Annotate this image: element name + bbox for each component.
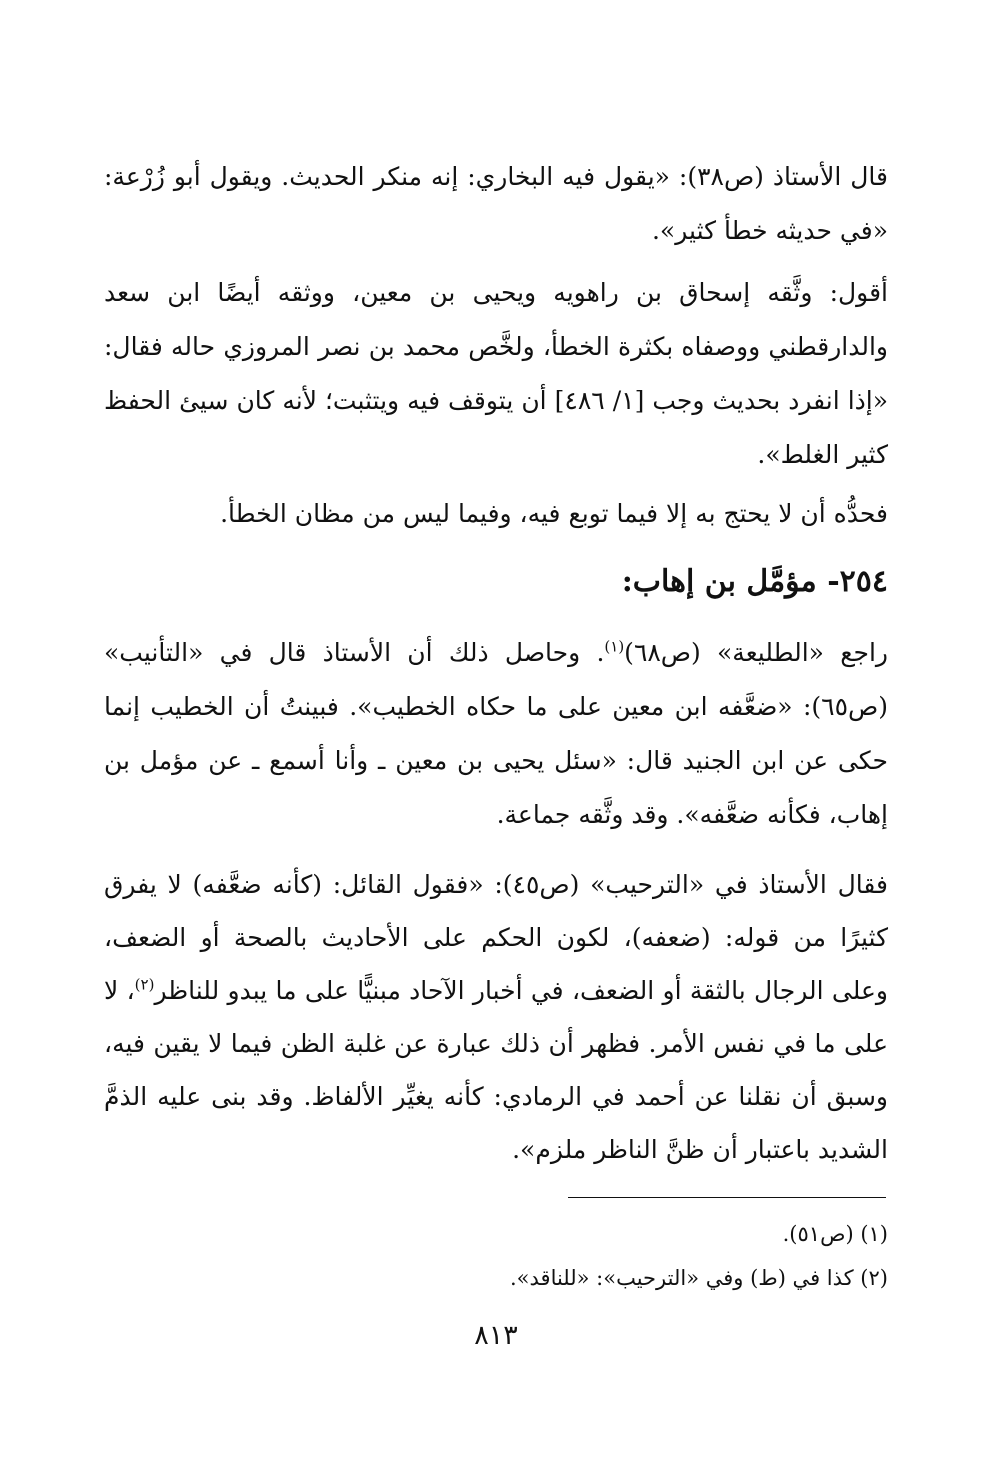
paragraph-conclusion: فحدُّه أن لا يحتج به إلا فيما توبع فيه، وفيما ليس من مظان الخطأ. <box>220 499 888 528</box>
paragraph-tarheeb-quote <box>104 858 888 1176</box>
footnote-1: (١) (ص٥١). <box>782 1222 888 1246</box>
paragraph-text: ، لا على ما في نفس الأمر. فظهر أن ذلك عبارة عن غلبة الظن فيما لا يقين فيه، وسبق أن نقلنا عن أحمد في الرمادي: كأنه يغيِّر الألفاظ. وقد بنى عليه الذمَّ الشديد باعتبار أن ظنَّ الناظر ملزم». <box>104 976 888 1164</box>
paragraph-text: . وحاصل ذلك أن الأستاذ قال في «التأنيب» (ص٦٥): «ضعَّفه ابن معين على ما حكاه الخطيب». فبينتُ أن الخطيب إنما حكى عن ابن الجنيد قال: «سئل يحيى بن معين ـ وأنا أسمع ـ عن مؤمل بن إهاب، فكأنه ضعَّفه». وقد وثَّقه جماعة. <box>104 638 888 829</box>
paragraph-author-reply: أقول: وثَّقه إسحاق بن راهويه ويحيى بن معين، ووثقه أيضًا ابن سعد والدارقطني ووصفاه بكثرة الخطأ، ولخَّص محمد بن نصر المروزي حاله فقال: «إذا انفرد بحديث وجب [١/ ٤٨٦] أن يتوقف فيه ويتثبت؛ لأنه كان سيئ الحفظ كثير الغلط». <box>104 278 889 469</box>
footnote-divider <box>568 1197 886 1198</box>
entry-heading: ٢٥٤- مؤمَّل بن إهاب: <box>621 564 888 599</box>
paragraph-taliah-reference <box>104 626 888 842</box>
footnote-ref-1: (١) <box>604 637 625 656</box>
paragraph-quote-bukhari: قال الأستاذ (ص٣٨): «يقول فيه البخاري: إنه منكر الحديث. ويقول أبو زُرْعة: «في حديثه خطأ كثير». <box>104 162 888 245</box>
footnote-ref-2: (٢) <box>134 975 155 994</box>
paragraph-text: فقال الأستاذ في «الترحيب» (ص٤٥): «فقول القائل: (كأنه ضعَّفه) لا يفرق كثيرًا من قوله: (ضعفه)، لكون الحكم على الأحاديث بالصحة أو الضعف، وعلى الرجال بالثقة أو الضعف، في أخبار الآحاد مبنيًّا على ما يبدو للناظر <box>104 870 888 1005</box>
footnote-2: (٢) كذا في (ط) وفي «الترحيب»: «للناقد». <box>509 1266 888 1290</box>
page-number: ٨١٣ <box>474 1320 518 1351</box>
paragraph-text: راجع «الطليعة» (ص٦٨) <box>624 638 888 667</box>
footnotes <box>104 1212 888 1300</box>
